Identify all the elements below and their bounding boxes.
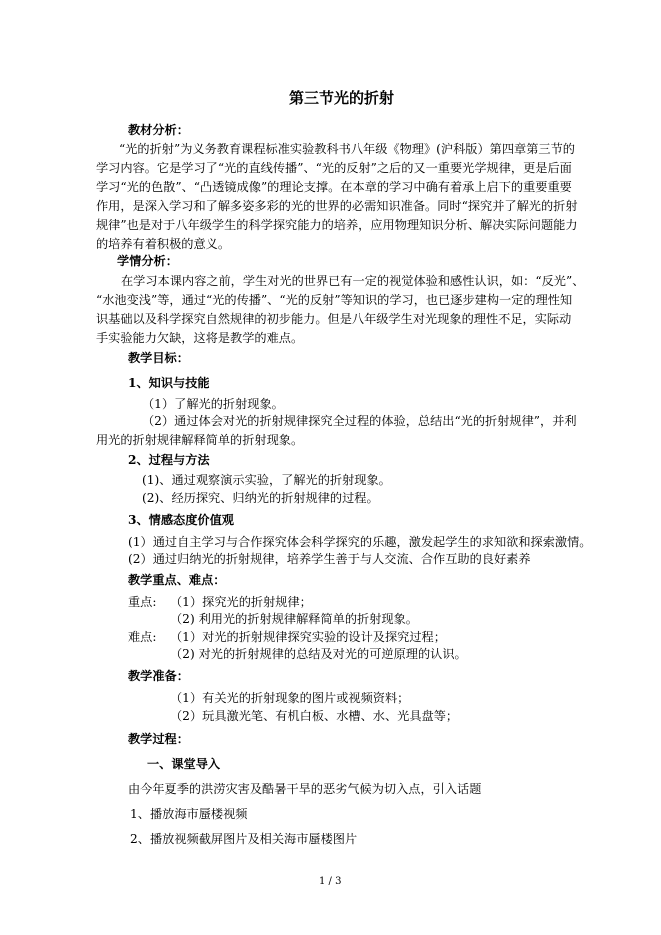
process-heading: 2、过程与方法	[128, 453, 210, 467]
analysis-line: 学习“光的色散”、“凸透镜成像”的理论支撑。在本章的学习中确有着承上启下的重要重要	[96, 180, 572, 194]
keypoints-heading: 教学重点、难点：	[128, 573, 226, 587]
key-item: （2) 利用光的折射规律解释简单的折射现象。	[170, 612, 418, 626]
process-line: (1)、通过观察演示实验，了解光的折射现象。	[142, 473, 391, 487]
intro-text: 由今年夏季的洪涝灾害及酷暑干旱的恶劣气候为切入点，引入话题	[128, 782, 482, 796]
teaching-process-heading: 教学过程：	[128, 732, 189, 746]
goals-heading: 教学目标：	[128, 351, 189, 365]
knowledge-line: （2）通过体会对光的折射规律探究全过程的体验，总结出“光的折射规律”，并利	[142, 414, 577, 428]
analysis-line: 作用，是深入学习和了解多姿多彩的光的世界的必需知识准备。同时“探究并了解光的折射	[96, 199, 578, 213]
prep-item: （1）有关光的折射现象的图片或视频资料；	[170, 691, 410, 705]
knowledge-line: 用光的折射规律解释简单的折射现象。	[96, 433, 304, 447]
key-label: 重点:	[128, 595, 157, 609]
process-line: (2)、经历探究、归纳光的折射规律的过程。	[142, 491, 379, 505]
knowledge-heading: 1、知识与技能	[128, 376, 210, 390]
page-title: 第三节光的折射	[289, 89, 395, 107]
students-line: 在学习本课内容之前，学生对光的世界已有一定的视觉体验和感性认识，如：“反光”、	[121, 274, 585, 288]
prep-item: （2）玩具激光笔、有机白板、水槽、水、光具盘等；	[170, 709, 459, 723]
difficulty-item: （1）对光的折射规律探究实验的设计及探究过程；	[170, 630, 446, 644]
prep-heading: 教学准备：	[128, 669, 189, 683]
emotion-line: (2）通过归纳光的折射规律，培养学生善于与人交流、合作互助的良好素养	[128, 552, 531, 566]
analysis-line: 规律”也是对于八年级学生的科学探究能力的培养，应用物理知识分析、解决实际问题能力	[96, 218, 578, 232]
students-line: “水池变浅”等，通过“光的传播”、“光的反射”等知识的学习，也已逐步建构一定的理性知	[96, 293, 573, 307]
difficulty-item: （2) 对光的折射规律的总结及对光的可逆原理的认识。	[170, 647, 467, 661]
page-number: 1 / 3	[319, 876, 342, 887]
difficulty-label: 难点:	[128, 630, 157, 644]
emotion-heading: 3、情感态度价值观	[128, 513, 234, 527]
knowledge-line: （1）了解光的折射现象。	[142, 397, 284, 411]
key-item: （1）探究光的折射规律；	[170, 595, 312, 609]
emotion-line: (1）通过自主学习与合作探究体会科学探究的乐趣，激发起学生的求知欲和探索激情。	[128, 535, 592, 549]
intro-heading: 一、课堂导入	[147, 757, 221, 771]
intro-step: 2、播放视频截屏图片及相关海市蜃楼图片	[130, 832, 358, 846]
analysis-line: “光的折射”为义务教育课程标准实验教科书八年级《物理》(沪科版）第四章第三节的	[119, 142, 575, 156]
students-line: 手实验能力欠缺，这将是教学的难点。	[96, 331, 304, 345]
analysis-heading: 教材分析：	[128, 123, 189, 137]
analysis-line: 的培养有着积极的意义。	[96, 237, 231, 251]
students-heading: 学情分析：	[117, 254, 178, 268]
students-line: 识基础以及科学探究自然规律的初步能力。但是八年级学生对光现象的理性不足，实际动	[96, 312, 572, 326]
analysis-line: 学习内容。它是学习了“光的直线传播”、“光的反射”之后的又一重要光学规律，更是后面	[96, 161, 572, 175]
intro-step: 1、播放海市蜃楼视频	[130, 807, 248, 821]
